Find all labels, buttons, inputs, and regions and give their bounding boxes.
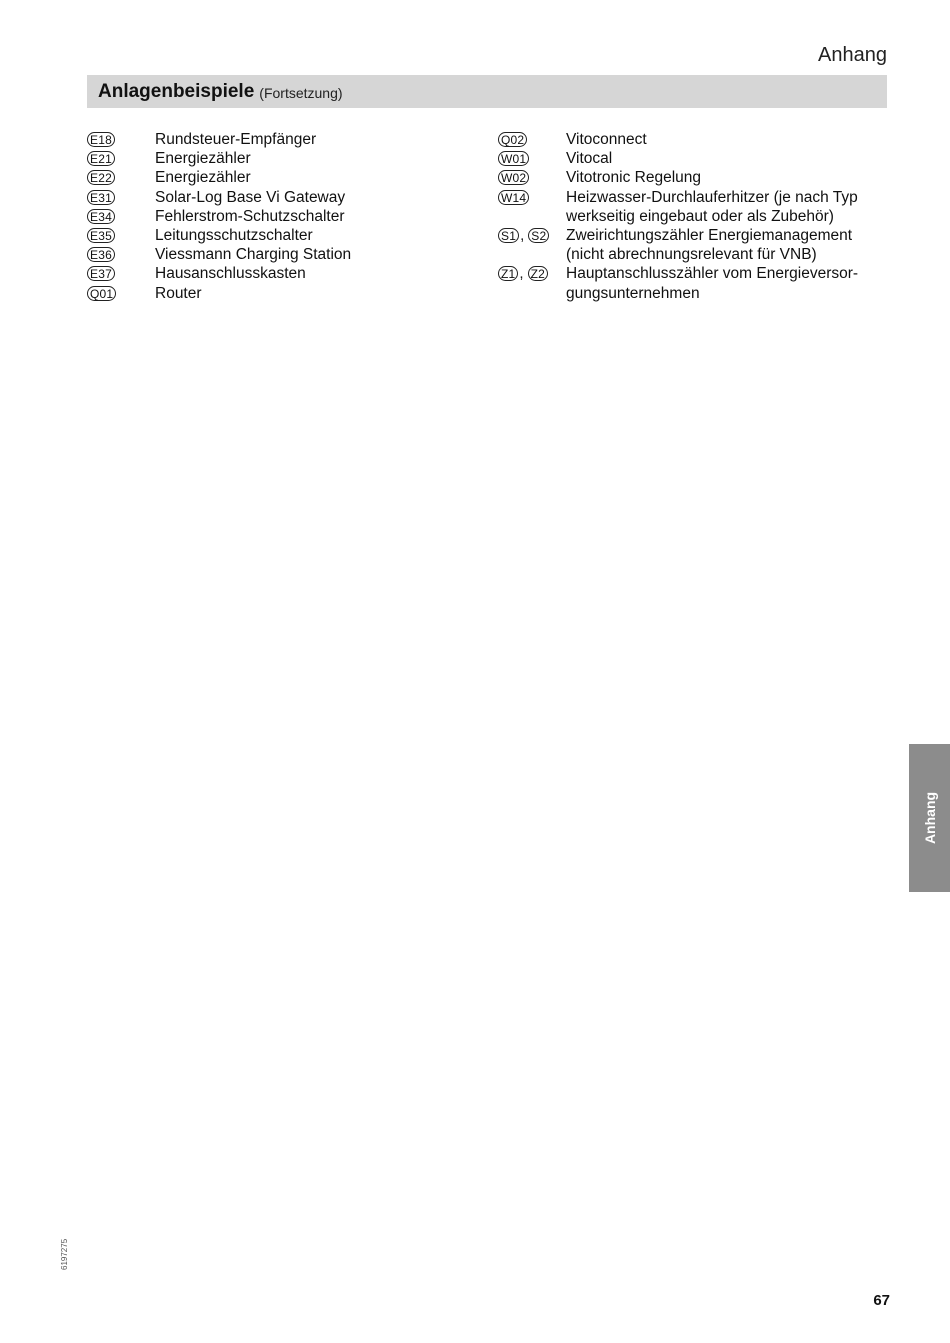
description-line: Hausanschlusskasten bbox=[155, 265, 306, 283]
legend-item bbox=[498, 226, 898, 264]
component-code: Q02 bbox=[498, 132, 527, 147]
component-code: E34 bbox=[87, 209, 115, 224]
legend-item bbox=[87, 149, 467, 168]
legend-description bbox=[566, 149, 612, 168]
legend-item bbox=[87, 130, 467, 149]
description-line: Fehlerstrom-Schutzschalter bbox=[155, 207, 345, 225]
legend-codes bbox=[498, 130, 566, 149]
legend-codes bbox=[498, 188, 566, 207]
legend-description bbox=[566, 264, 858, 302]
description-line: Rundsteuer-Empfänger bbox=[155, 131, 317, 148]
page-number: 67 bbox=[873, 1292, 890, 1309]
side-tab-label: Anhang bbox=[921, 791, 938, 845]
legend-description bbox=[566, 168, 701, 187]
legend-description bbox=[155, 168, 251, 187]
legend-item bbox=[498, 264, 898, 302]
description-line: Energiezähler bbox=[155, 169, 251, 187]
legend-codes bbox=[87, 188, 155, 207]
legend-codes bbox=[87, 226, 155, 245]
legend-item bbox=[498, 149, 898, 168]
legend-codes bbox=[87, 284, 155, 303]
legend-description bbox=[566, 188, 858, 226]
section-header bbox=[87, 75, 887, 108]
description-line: Vitotronic Regelung bbox=[566, 169, 701, 187]
legend-item bbox=[87, 284, 467, 303]
legend-codes bbox=[498, 149, 566, 168]
legend-codes bbox=[498, 264, 566, 283]
legend-description bbox=[566, 226, 852, 264]
legend-item bbox=[498, 130, 898, 149]
description-line: (nicht abrechnungsrelevant für VNB) bbox=[566, 246, 817, 264]
legend-description bbox=[155, 207, 345, 226]
component-code: E37 bbox=[87, 266, 115, 281]
legend-item bbox=[87, 188, 467, 207]
description-line: Zweirichtungszähler Energiemanagement bbox=[566, 227, 853, 245]
legend-right-column bbox=[498, 130, 898, 303]
legend-item bbox=[87, 226, 467, 245]
legend-description bbox=[155, 245, 351, 264]
description-line: Vitocal bbox=[566, 150, 613, 168]
description-line: Leitungsschutzschalter bbox=[155, 227, 313, 245]
document-number: 6197275 bbox=[60, 1238, 69, 1270]
legend-description bbox=[155, 188, 345, 207]
legend-item bbox=[498, 168, 898, 187]
section-subtitle: (Fortsetzung) bbox=[259, 85, 343, 101]
legend-codes bbox=[498, 226, 566, 245]
legend-codes bbox=[87, 168, 155, 187]
legend-item bbox=[498, 188, 898, 226]
description-line: Energiezähler bbox=[155, 150, 251, 168]
component-code: E31 bbox=[87, 190, 115, 205]
legend-codes bbox=[87, 264, 155, 283]
legend-description bbox=[155, 264, 306, 283]
legend-codes bbox=[87, 130, 155, 149]
side-tab-anhang[interactable] bbox=[909, 744, 950, 892]
legend-item bbox=[87, 264, 467, 283]
component-code: W02 bbox=[498, 170, 529, 185]
component-code: Z1 bbox=[498, 266, 518, 281]
component-code: E35 bbox=[87, 228, 115, 243]
description-line: gungsunternehmen bbox=[566, 284, 700, 302]
component-code: S2 bbox=[528, 228, 549, 243]
component-code: E18 bbox=[87, 132, 115, 147]
legend-item bbox=[87, 168, 467, 187]
component-code: E36 bbox=[87, 247, 115, 262]
description-line: Router bbox=[155, 284, 202, 302]
description-line: Heizwasser-Durchlauferhitzer (je nach Typ bbox=[566, 188, 858, 206]
description-line: Vitoconnect bbox=[566, 131, 647, 148]
component-code: S1 bbox=[498, 228, 519, 243]
description-line: Solar-Log Base Vi Gateway bbox=[155, 188, 346, 206]
legend-description bbox=[566, 130, 647, 149]
legend-item bbox=[87, 245, 467, 264]
component-code: W01 bbox=[498, 151, 529, 166]
description-line: Viessmann Charging Station bbox=[155, 246, 352, 264]
chapter-title: Anhang bbox=[818, 44, 887, 66]
legend-description bbox=[155, 149, 251, 168]
legend-left-column bbox=[87, 130, 467, 303]
legend-codes bbox=[87, 245, 155, 264]
description-line: Hauptanschlusszähler vom Energieversor- bbox=[566, 265, 859, 283]
component-code: Q01 bbox=[87, 286, 116, 301]
legend-description bbox=[155, 130, 316, 149]
description-line: werkseitig eingebaut oder als Zubehör) bbox=[566, 207, 834, 225]
legend-codes bbox=[87, 207, 155, 226]
legend-item bbox=[87, 207, 467, 226]
legend-codes bbox=[498, 168, 566, 187]
code-separator: , bbox=[520, 227, 525, 245]
component-code: E21 bbox=[87, 151, 115, 166]
legend-description bbox=[155, 284, 202, 303]
component-code: W14 bbox=[498, 190, 529, 205]
legend-codes bbox=[87, 149, 155, 168]
code-separator: , bbox=[519, 265, 524, 283]
legend-description bbox=[155, 226, 313, 245]
section-title: Anlagenbeispiele bbox=[98, 80, 255, 102]
component-code: E22 bbox=[87, 170, 115, 185]
component-code: Z2 bbox=[528, 266, 548, 281]
